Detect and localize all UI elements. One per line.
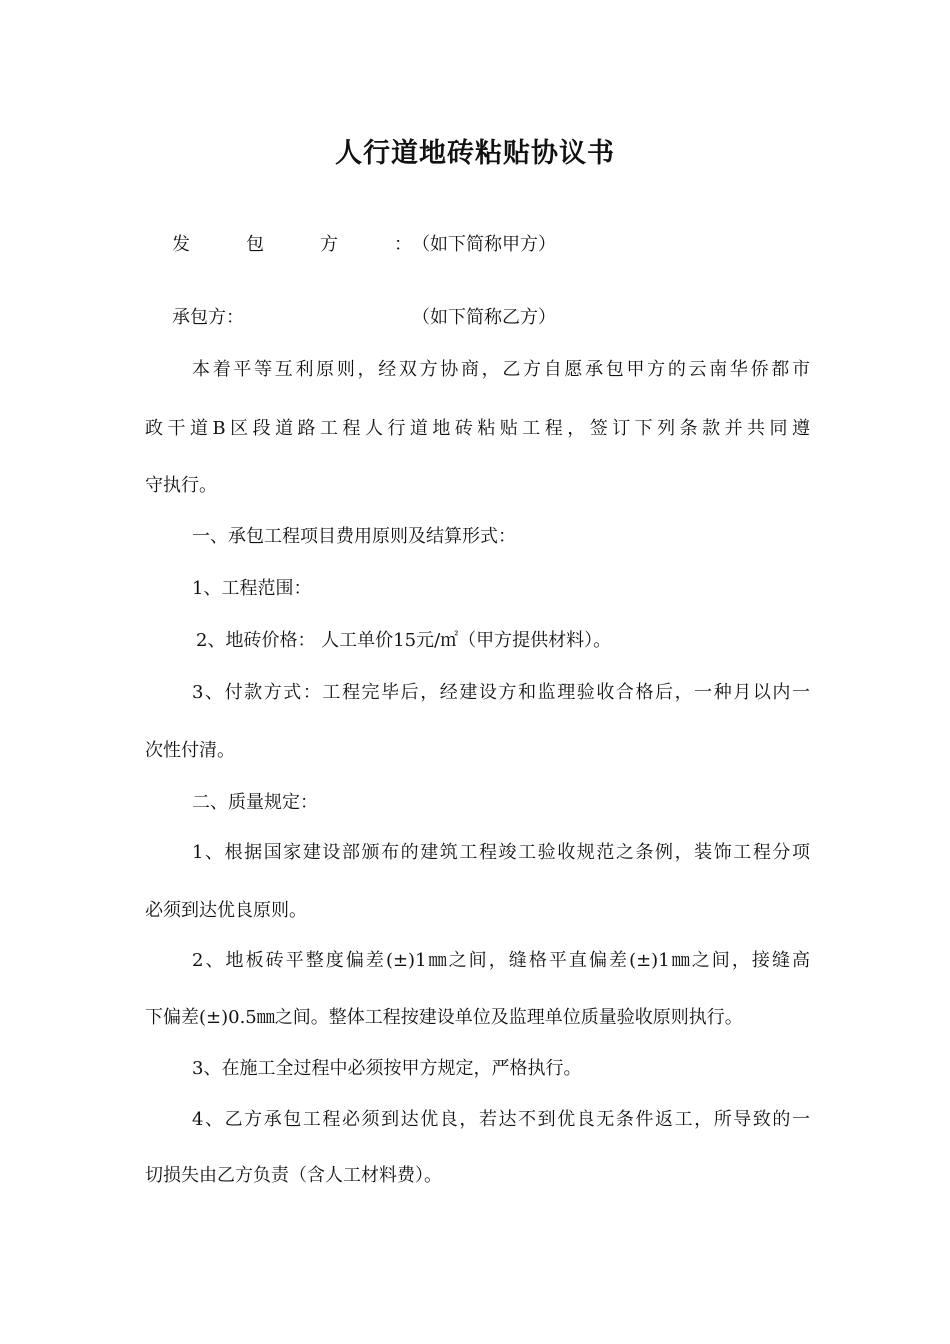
section2-item3: 3、在施工全过程中必须按甲方规定，严格执行。 [192, 1058, 582, 1079]
party-a-char-3: 方 [320, 234, 338, 255]
document-title: 人行道地砖粘贴协议书 [335, 138, 615, 169]
intro-line-2: 政干道B区段道路工程人行道地砖粘贴工程，签订下列条款并共同遵 [145, 418, 810, 439]
section1-heading: 一、承包工程项目费用原则及结算形式： [192, 526, 516, 547]
party-b-label: 承包方： [172, 307, 244, 328]
party-a-alias: （如下简称甲方） [412, 234, 556, 255]
section2-item1-line-2: 必须到达优良原则。 [145, 900, 307, 921]
section2-item2-line-2: 下偏差(±)0.5㎜之间。整体工程按建设单位及监理单位质量验收原则执行。 [145, 1007, 743, 1028]
section2-item2-line-1: 2、地板砖平整度偏差(±)1㎜之间，缝格平直偏差(±)1㎜之间，接缝高 [192, 950, 810, 971]
section1-item3-line-1: 3、付款方式：工程完毕后，经建设方和监理验收合格后，一种月以内一 [192, 682, 810, 703]
party-a-colon: ： [394, 234, 412, 255]
section2-heading: 二、质量规定： [192, 792, 318, 813]
intro-line-1: 本着平等互利原则，经双方协商，乙方自愿承包甲方的云南华侨都市 [192, 359, 810, 380]
section2-item4-line-1: 4、乙方承包工程必须到达优良，若达不到优良无条件返工，所导致的一 [192, 1109, 810, 1130]
section2-item1-line-1: 1、根据国家建设部颁布的建筑工程竣工验收规范之条例，装饰工程分项 [192, 842, 810, 863]
section1-item2: 2、地砖价格： 人工单价15元/㎡（甲方提供材料）。 [196, 630, 612, 651]
party-b-alias: （如下简称乙方） [412, 307, 556, 328]
intro-line-3: 守执行。 [145, 475, 217, 496]
section1-item1: 1、工程范围： [192, 578, 312, 599]
party-a-char-1: 发 [172, 234, 190, 255]
section2-item4-line-2: 切损失由乙方负责（含人工材料费）。 [145, 1165, 442, 1186]
party-a-char-2: 包 [246, 234, 264, 255]
section1-item3-line-2: 次性付清。 [145, 740, 235, 761]
